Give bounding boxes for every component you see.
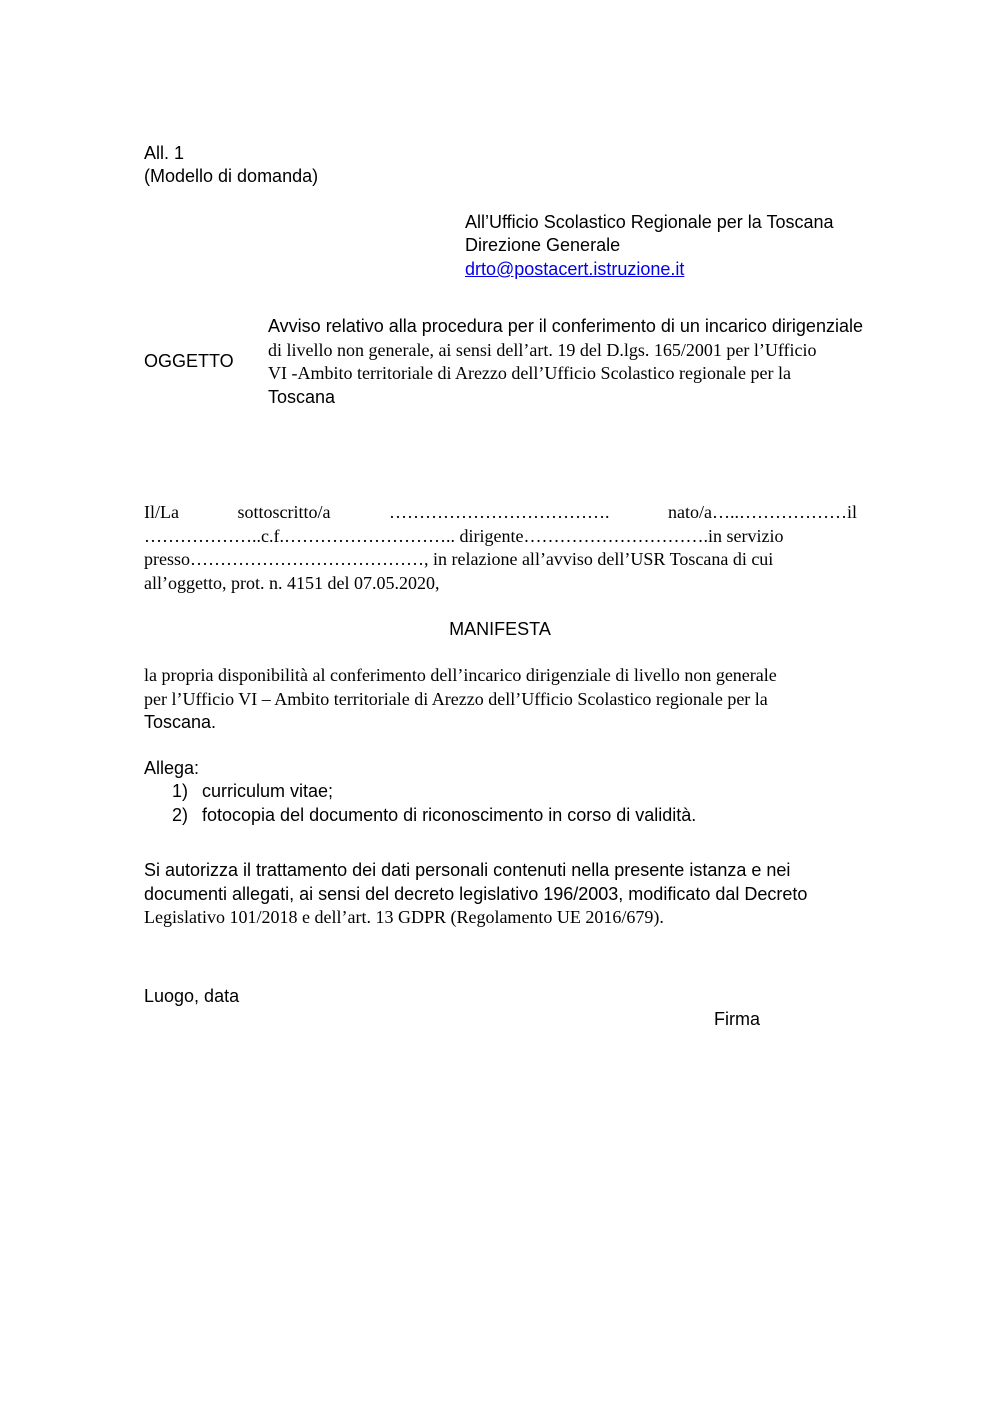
form-type-label: (Modello di domanda)	[144, 166, 319, 186]
manifesta-heading: MANIFESTA	[449, 619, 551, 639]
addressee-email-link[interactable]: drto@postacert.istruzione.it	[465, 259, 685, 279]
availability-line: la propria disponibilità al conferimento dell’incarico dirigenziale di livello non generale	[144, 665, 777, 685]
addressee-office: All’Ufficio Scolastico Regionale per la Toscana	[465, 212, 834, 232]
subject-text	[268, 315, 908, 409]
availability-paragraph	[144, 664, 857, 735]
privacy-line: documenti allegati, ai sensi del decreto legislativo 196/2003, modificato dal Decreto	[144, 883, 808, 904]
subject-line: VI -Ambito territoriale di Arezzo dell’Ufficio Scolastico regionale per la	[268, 363, 791, 383]
place-date-label: Luogo, data	[144, 986, 240, 1006]
declaration-word: ……………………………….	[388, 502, 610, 522]
declaration-word: nato/a…..………………il	[667, 502, 857, 522]
list-number: 1)	[172, 781, 189, 801]
attachment-number: All. 1	[144, 143, 185, 163]
attachments-list	[172, 780, 696, 827]
declaration-line	[144, 501, 857, 525]
declaration-line: presso…………………………………, in relazione all’avviso dell’USR Toscana di cui	[144, 549, 774, 569]
list-number: 2)	[172, 804, 189, 825]
subject-line: Avviso relativo alla procedura per il conferimento di un incarico dirigenziale	[268, 316, 863, 336]
availability-line: Toscana.	[144, 712, 217, 732]
declaration-paragraph	[144, 501, 857, 595]
declaration-word: sottoscritto/a	[237, 502, 331, 522]
list-item	[172, 780, 696, 804]
availability-line: per l’Ufficio VI – Ambito territoriale di Arezzo dell’Ufficio Scolastico regionale per la	[144, 688, 768, 709]
list-text: curriculum vitae;	[202, 781, 334, 801]
subject-label: OGGETTO	[144, 351, 234, 371]
privacy-line: Legislativo 101/2018 e dell’art. 13 GDPR (Regolamento UE 2016/679).	[144, 907, 664, 927]
subject-line: di livello non generale, ai sensi dell’art. 19 del D.lgs. 165/2001 per l’Ufficio	[268, 339, 817, 360]
addressee-email-wrap	[465, 258, 684, 281]
signature-label: Firma	[714, 1009, 760, 1029]
subject-line: Toscana	[268, 386, 336, 407]
list-text: fotocopia del documento di riconoscimento in corso di validità.	[202, 804, 697, 825]
declaration-line: all’oggetto, prot. n. 4151 del 07.05.2020,	[144, 572, 440, 593]
privacy-line: Si autorizza il trattamento dei dati personali contenuti nella presente istanza e nei	[144, 860, 791, 880]
addressee-direction: Direzione Generale	[465, 235, 621, 255]
declaration-line: ………………..c.f.……………………….. dirigente………………………….in servizio	[144, 525, 784, 546]
list-item	[172, 804, 696, 828]
privacy-paragraph	[144, 859, 857, 930]
declaration-word: Il/La	[144, 502, 179, 522]
attachments-label: Allega:	[144, 758, 200, 778]
